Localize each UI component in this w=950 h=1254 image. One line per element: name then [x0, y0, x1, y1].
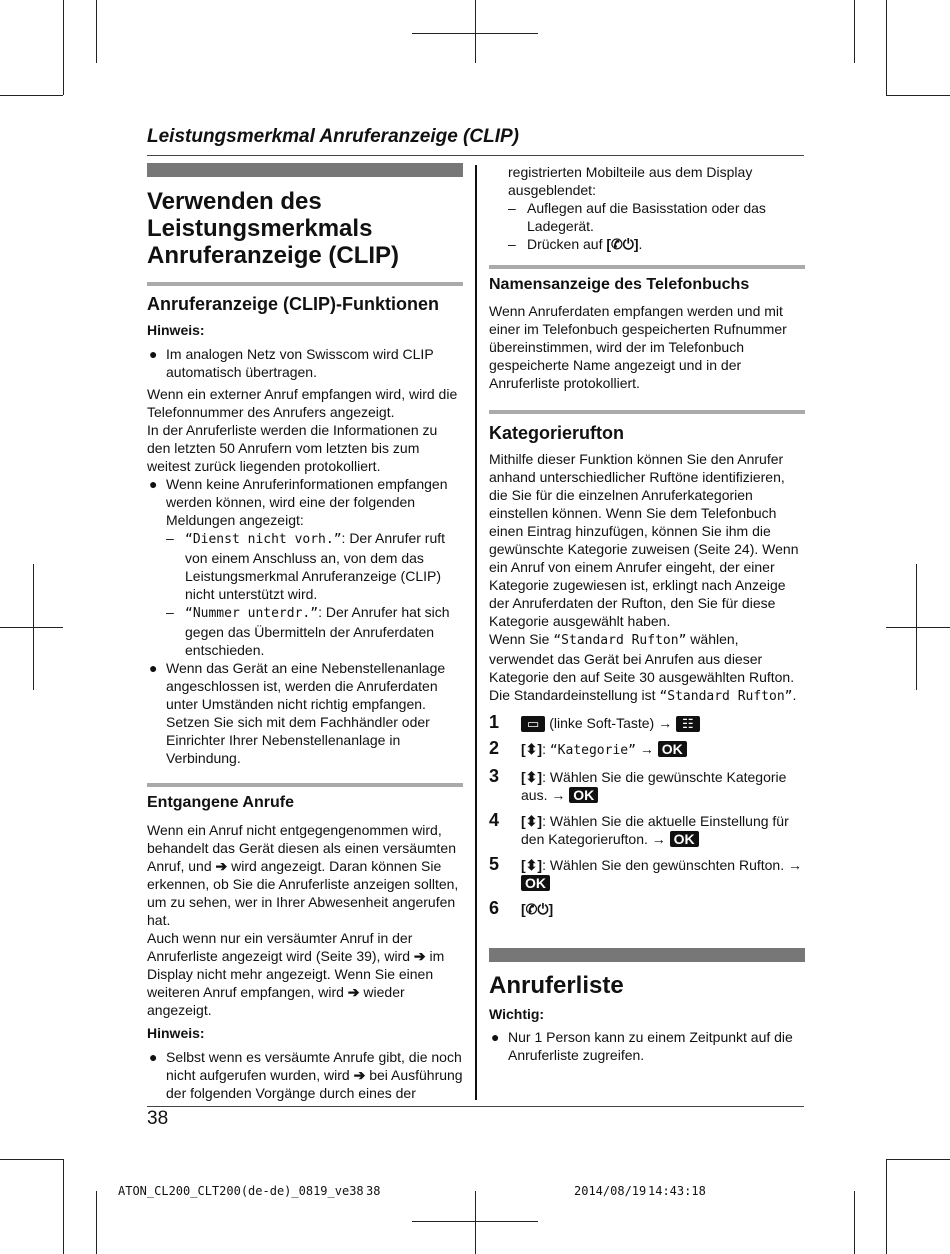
step: 4 [⬍]: Wählen Sie die aktuelle Einstellung für den Kategorierufton. → OK: [489, 810, 789, 848]
sub-list-item: – “Nummer unterdr.”: Der Anrufer hat sich gegen das Übermitteln der Anruferdaten entschieden.: [166, 604, 450, 658]
subsection-title: Entgangene Anrufe: [147, 794, 294, 811]
print-file-name: ATON_CL200_CLT200(de-de)_0819_ve38: [118, 1184, 364, 1198]
missed-call-icon: ➔: [413, 948, 426, 964]
crop-mark: [0, 95, 63, 96]
crop-mark: [475, 1191, 476, 1254]
dash-icon: –: [166, 530, 174, 546]
crop-mark: [0, 1159, 63, 1160]
paragraph: Mithilfe dieser Funktion können Sie den Anrufer anhand unterschiedlicher Ruftöne identifizieren, die Sie für die einzelnen Anruferkategorien einstellen können. Wenn Sie dem Telefonbuch einen Eintrag hinzufügen, können Sie ihm die gewünschte Kategorie zuweisen (Seite 24). Wenn ein Anruf von einem Anrufer eingeht, der einer Kategorie zugewiesen ist, erklingt nach Anzeige der Anruferdaten der Rufton, den Sie für diese Kategorie ausgewählt haben.: [489, 451, 799, 629]
list-item: ● Wenn das Gerät an eine Nebenstellenanlage angeschlossen ist, werden die Anruferdaten unter Umständen nicht richtig empfangen. Setzen Sie sich mit dem Fachhändler oder Einrichter Ihrer Nebenstellenanlage in Verbindung.: [149, 660, 446, 766]
dash-icon: –: [508, 236, 516, 252]
running-header: Leistungsmerkmal Anruferanzeige (CLIP): [147, 126, 519, 147]
subsection-bar: [489, 410, 805, 414]
display-message: “Nummer unterdr.”: [185, 606, 319, 621]
display-message: “Kategorie”: [549, 743, 636, 759]
list-item: ● Wenn keine Anruferinformationen empfangen werden können, wird eine der folgenden Meldungen angezeigt: – “Dienst nicht vorh.”: Der Anrufer ruft von einem Anschluss an, von dem das Leistungsmerkmal Anruferanzeige (CLIP) nicht unterstützt wird. – “Nummer unterdr.”: Der Anrufer hat sich gegen das Übermitteln der Anruferdaten entschieden.: [147, 475, 463, 659]
paragraph: In der Anruferliste werden die Informationen zu den letzten 50 Anrufern vom letzten bis zum weitest zurück liegenden protokolliert.: [147, 422, 438, 474]
section-bar: [147, 163, 463, 177]
continued-item: registrierten Mobilteile aus dem Display ausgeblendet: – Auflegen auf die Basisstation oder das Ladegerät. – Drücken auf [✆⏻].: [489, 163, 805, 253]
sub-list-item: – Auflegen auf die Basisstation oder das Ladegerät.: [508, 200, 766, 234]
step: 2 [⬍]: “Kategorie” → OK: [489, 740, 805, 760]
section-title: Anruferliste: [489, 972, 624, 1000]
bullet-icon: ●: [149, 1049, 158, 1065]
paragraph: Wenn ein Anruf nicht entgegengenommen wird, behandelt das Gerät diesen als einen versäumten Anruf, und ➔ wird angezeigt. Daran können Sie erkennen, ob Sie die Anruferliste anzeigen sollten, um zu sehen, wer in Ihrer Abwesenheit angerufen hat.: [147, 822, 459, 928]
ok-key-icon: OK: [569, 787, 598, 803]
crop-mark: [886, 95, 950, 96]
print-date: 2014/08/19: [574, 1184, 647, 1198]
missed-call-icon: ➔: [347, 984, 360, 1000]
print-time: 14:43:18: [648, 1184, 706, 1198]
section-title: Verwenden des Leistungsmerkmals Anruferanzeige (CLIP): [147, 188, 400, 269]
step: 3 [⬍]: Wählen Sie die gewünschte Kategorie aus. → OK: [489, 766, 787, 804]
header-rule: [147, 155, 804, 156]
dash-icon: –: [508, 200, 516, 216]
crop-mark: [475, 0, 476, 63]
note-label: Hinweis:: [147, 1025, 205, 1041]
sub-list-item: – “Dienst nicht vorh.”: Der Anrufer ruft von einem Anschluss an, von dem das Leistungsmerkmal Anruferanzeige (CLIP) nicht unterstützt wird.: [166, 530, 446, 602]
paragraph: Auch wenn nur ein versäumter Anruf in der Anruferliste angezeigt wird (Seite 39), wird ➔ im Display nicht mehr angezeigt. Wenn Sie einen weiteren Anruf empfangen, wird ➔ wieder angezeigt.: [147, 930, 445, 1018]
print-page-number: 38: [366, 1184, 381, 1198]
navigator-key-icon: [⬍]: [521, 813, 543, 830]
crop-mark: [916, 564, 917, 690]
phonebook-softkey-icon: ▭: [521, 716, 545, 732]
crop-mark: [96, 1191, 97, 1254]
subsection-title: Kategorierufton: [489, 423, 624, 443]
crop-mark: [96, 0, 97, 63]
subsection-bar: [489, 265, 805, 269]
crop-mark: [886, 0, 887, 95]
section-bar: [489, 948, 805, 962]
crop-mark: [0, 627, 63, 628]
note-label: Hinweis:: [147, 322, 205, 338]
display-message: “Dienst nicht vorh.”: [185, 532, 342, 547]
step: 1 ▭ (linke Soft-Taste) → ☷: [489, 714, 805, 732]
right-column: [489, 163, 805, 1064]
off-hook-power-key-icon: [✆⏻]: [606, 236, 639, 252]
navigator-key-icon: [⬍]: [521, 741, 543, 758]
off-hook-power-key-icon: [✆⏻]: [521, 901, 554, 918]
bullet-icon: ●: [491, 1029, 500, 1046]
bullet-icon: ●: [149, 476, 158, 492]
navigator-key-icon: [⬍]: [521, 769, 543, 786]
subsection-title: Anruferanzeige (CLIP)-Funktionen: [147, 294, 439, 314]
list-item: ● Im analogen Netz von Swisscom wird CLIP automatisch übertragen.: [149, 346, 434, 380]
crop-mark: [886, 1159, 887, 1254]
list-item: ● Selbst wenn es versäumte Anrufe gibt, die noch nicht aufgerufen wurden, wird ➔ bei Ausführung der folgenden Vorgänge durch eines der: [149, 1049, 463, 1101]
display-message: “Standard Rufton”: [553, 633, 687, 648]
paragraph: Wenn ein externer Anruf empfangen wird, wird die Telefonnummer des Anrufers angezeigt.: [147, 386, 458, 420]
ok-key-icon: OK: [521, 875, 550, 891]
step: 5 [⬍]: Wählen Sie den gewünschten Rufton. → OK: [489, 854, 802, 892]
column-divider: [475, 165, 477, 1100]
step: 6 [✆⏻]: [489, 898, 554, 919]
bullet-icon: ●: [149, 660, 158, 676]
navigator-key-icon: [⬍]: [521, 857, 543, 874]
crop-mark: [33, 564, 34, 690]
list-item: ● Nur 1 Person kann zu einem Zeitpunkt auf die Anruferliste zugreifen.: [491, 1029, 793, 1064]
bullet-icon: ●: [149, 346, 158, 362]
crop-mark: [63, 1159, 64, 1254]
paragraph: Wenn Anruferdaten empfangen werden und mit einer im Telefonbuch gespeicherten Rufnummer übereinstimmen, wird der im Telefonbuch gespeicherte Name angezeigt und in der Anruferliste protokolliert.: [489, 303, 787, 391]
sub-list-item: – Drücken auf [✆⏻].: [508, 236, 643, 252]
crop-mark: [886, 1159, 950, 1160]
crop-mark: [854, 1191, 855, 1254]
ok-key-icon: OK: [658, 741, 687, 757]
crop-mark: [63, 0, 64, 95]
footer-rule: [147, 1106, 804, 1107]
ok-key-icon: OK: [670, 831, 699, 847]
subsection-bar: [147, 783, 463, 787]
display-message: “Standard Rufton”: [659, 689, 793, 704]
left-column: [147, 163, 463, 1102]
missed-call-icon: ➔: [353, 1067, 366, 1083]
subsection-title: Namensanzeige des Telefonbuchs: [489, 276, 750, 293]
missed-call-icon: ➔: [215, 858, 228, 874]
crop-mark: [886, 627, 950, 628]
subsection-bar: [147, 282, 463, 286]
crop-mark: [854, 0, 855, 63]
important-label: Wichtig:: [489, 1006, 545, 1023]
page-number: 38: [147, 1108, 169, 1129]
paragraph: Wenn Sie “Standard Rufton” wählen, verwendet das Gerät bei Anrufen aus dieser Kategorie den auf Seite 30 ausgewählten Rufton. Die Standardeinstellung ist “Standard Rufton”.: [489, 631, 797, 704]
dash-icon: –: [166, 604, 174, 620]
menu-icon: ☷: [676, 716, 700, 732]
